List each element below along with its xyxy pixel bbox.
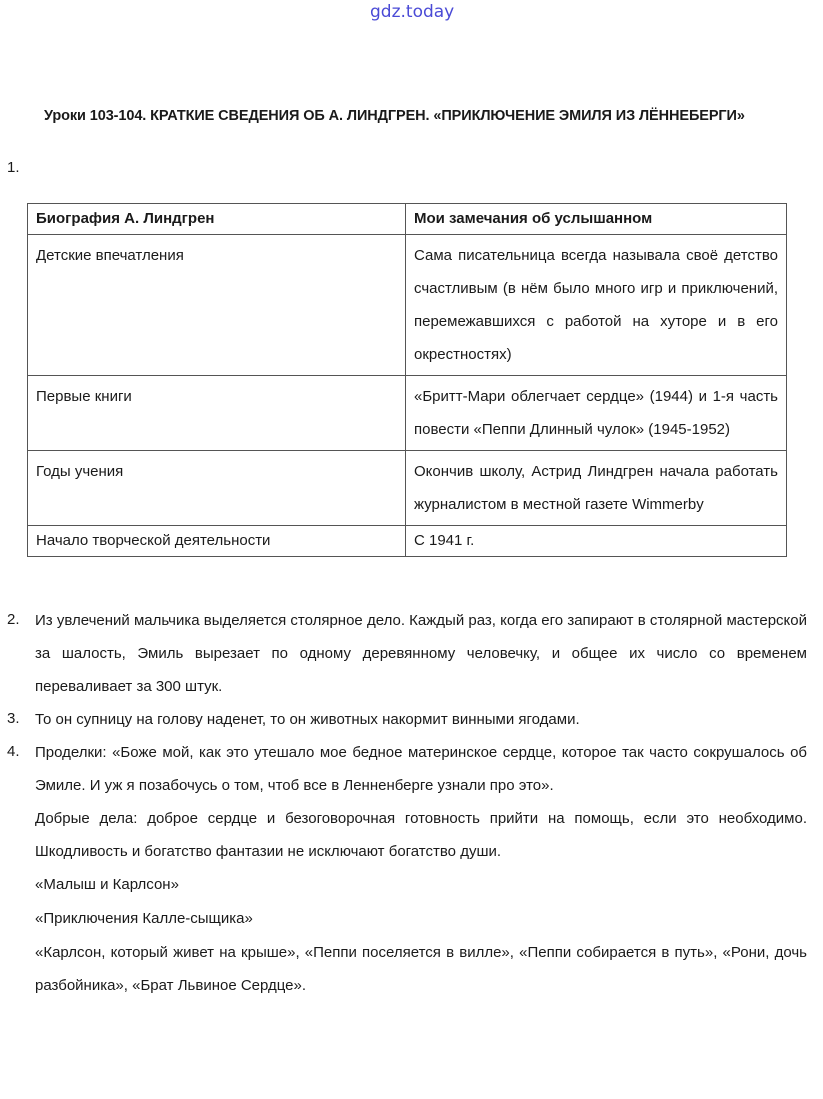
table-header-notes: Мои замечания об услышанном	[406, 204, 787, 235]
item-number-2: 2.	[7, 611, 20, 628]
answer-2: Из увлечений мальчика выделяется столярное дело. Каждый раз, когда его запирают в столярной мастерской за шалость, Эмиль вырезает по одному деревянному человечку, и общее их число со временем переваливает за 300 штук.	[35, 612, 807, 695]
table-cell-note: Сама писательница всегда называла своё детство счастливым (в нём было много игр и приключений, перемежавшихся с работой на хуторе и в его окрестностях)	[406, 235, 787, 376]
item-number-1: 1.	[7, 159, 20, 176]
table-cell-label: Детские впечатления	[28, 235, 406, 376]
table-row	[28, 526, 787, 557]
book-title: «Приключения Калле-сыщика»	[35, 910, 253, 927]
table-header-biography: Биография А. Линдгрен	[28, 204, 406, 235]
table-cell-label: Годы учения	[28, 451, 406, 526]
table-cell-label: Начало творческой деятельности	[28, 526, 406, 557]
watermark: gdz.today	[370, 2, 455, 22]
table-cell-note: «Бритт-Мари облегчает сердце» (1944) и 1-я часть повести «Пеппи Длинный чулок» (1945-1952)	[406, 376, 787, 451]
answer-4-pranks: Проделки: «Боже мой, как это утешало мое бедное материнское сердце, которое так часто сокрушалось об Эмиле. И уж я позабочусь о том, чтоб все в Ленненберге узнали про это».	[35, 744, 807, 794]
table-cell-note: Окончив школу, Астрид Линдгрен начала работать журналистом в местной газете Wimmerby	[406, 451, 787, 526]
biography-table	[27, 203, 787, 557]
table-cell-label: Первые книги	[28, 376, 406, 451]
table-row	[28, 451, 787, 526]
book-title: «Малыш и Карлсон»	[35, 876, 179, 893]
table-header-row	[28, 204, 787, 235]
table-cell-note: С 1941 г.	[406, 526, 787, 557]
book-list: «Карлсон, который живет на крыше», «Пеппи поселяется в вилле», «Пеппи собирается в путь», «Рони, дочь разбойника», «Брат Львиное Сердце».	[35, 944, 807, 994]
answer-3: То он супницу на голову наденет, то он животных накормит винными ягодами.	[35, 711, 580, 728]
item-number-4: 4.	[7, 743, 20, 760]
item-number-3: 3.	[7, 710, 20, 727]
table-row	[28, 376, 787, 451]
answer-4-good-deeds: Добрые дела: доброе сердце и безоговорочная готовность прийти на помощь, если это необходимо. Шкодливость и богатство фантазии не исключают богатство души.	[35, 810, 807, 860]
page-title: Уроки 103-104. КРАТКИЕ СВЕДЕНИЯ ОБ А. ЛИНДГРЕН. «ПРИКЛЮЧЕНИЕ ЭМИЛЯ ИЗ ЛЁННЕБЕРГИ»	[44, 108, 745, 124]
table-row	[28, 235, 787, 376]
